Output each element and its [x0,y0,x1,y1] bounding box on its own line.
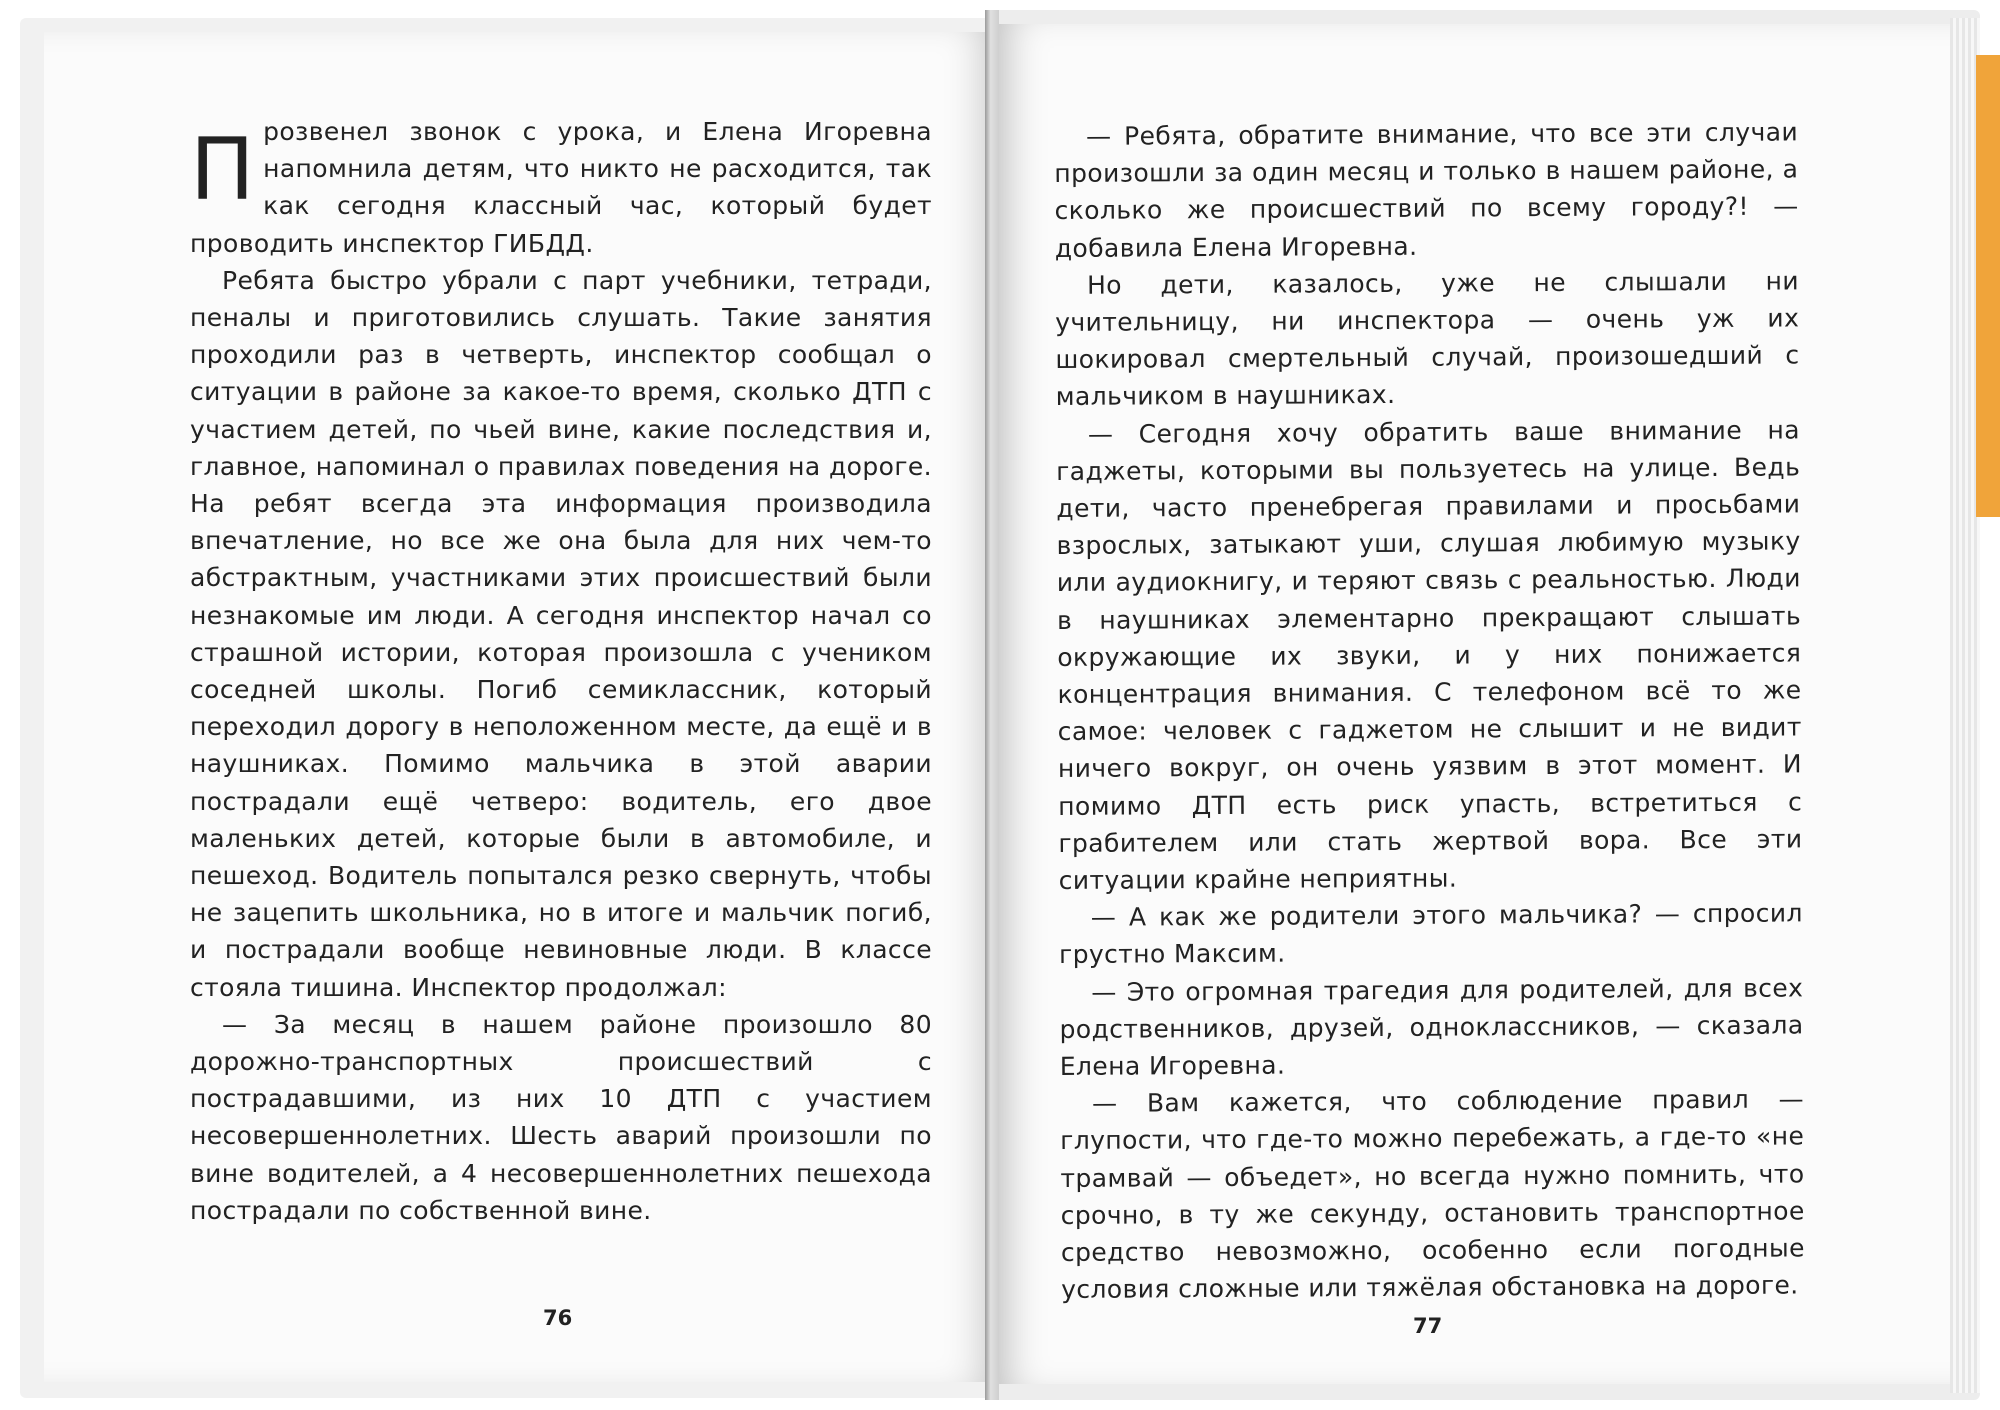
left-page-text [190,113,932,1229]
paragraph: — А как же родители этого мальчика? — спросил грустно Максим. [1059,898,1803,970]
page-number-left: 76 [543,1306,573,1330]
paragraph: Ребята быстро убрали с парт учебники, тетради, пеналы и приготовились слушать. Такие занятия проходили раз в четверть, инспектор сообщал о ситуации в районе за какое-то время, сколько ДТП с участием детей, по чьей вине, какие последствия и, главное, напоминал о правилах поведения на дороге. На ребят всегда эта информация производила впечатление, но все же она была для них чем-то абстрактным, участниками этих происшествий были незнакомые им люди. А сегодня инспектор начал со страшной истории, которая произошла с учеником соседней школы. Погиб семиклассник, который переходил дорогу в неположенном месте, да ещё и в наушниках. Помимо мальчика в этой аварии пострадали ещё четверо: водитель, его двое маленьких детей, которые были в автомобиле, и пешеход. Водитель попытался резко свернуть, чтобы не зацепить школьника, но в итоге и мальчик погиб, и пострадали вообще невиновные люди. В классе стояла тишина. Инспектор продолжал: [190,265,932,1002]
paragraph [190,113,932,262]
book-gutter [985,10,999,1400]
paragraph: Но дети, казалось, уже не слышали ни учительницу, ни инспектора — очень уж их шокировал смертельный случай, произошедший с мальчиком в наушниках. [1055,266,1800,412]
bookmark-tab [1976,55,2000,517]
page-number-right: 77 [1413,1314,1443,1338]
paragraph: — Ребята, обратите внимание, что все эти случаи произошли за один месяц и только в нашем районе, а сколько же происшествий по всему городу?! — добавила Елена Игоревна. [1054,117,1799,263]
paragraph: — Это огромная трагедия для родителей, для всех родственников, друзей, одноклассников, — сказала Елена Игоревна. [1059,973,1804,1082]
right-page-text [1054,113,1805,1308]
paragraph: — Сегодня хочу обратить ваше внимание на гаджеты, которыми вы пользуетесь на улице. Ведь дети, часто пренебрегая правилами и просьбами взрослых, затыкают уши, слушая любимую музыку или аудиокнигу, и теряют связь с реальностью. Люди в наушниках элементарно прекращают слышать окружающие их звуки, и у них понижается концентрация внимания. С телефоном всё то же самое: человек с гаджетом не слышит и не видит ничего вокруг, он очень уязвим в этот момент. И помимо ДТП есть риск упасть, встретиться с грабителем или стать жертвой вора. Все эти ситуации крайне неприятны. [1056,415,1803,896]
paragraph: — За месяц в нашем районе произошло 80 дорожно-транспортных происшествий с пострадавшими, из них 10 ДТП с участием несовершеннолетних. Шесть аварий произошли по вине водителей, а 4 несовершеннолетних пешехода пострадали по собственной вине. [190,1009,932,1225]
dropcap: П [190,120,256,220]
paragraph-text: розвенел звонок с урока, и Елена Игоревна напомнила детям, что никто не расходится, так как сегодня классный час, который будет проводить инспектор ГИБДД. [190,117,932,258]
paragraph: — Вам кажется, что соблюдение правил — глупости, что где-то можно перебежать, а где-то «не трамвай — объедет», но всегда нужно помнить, что срочно, в ту же секунду, остановить транспортное средство невозможно, особенно если погодные условия сложные или тяжёлая обстановка на дороге. [1060,1084,1806,1305]
